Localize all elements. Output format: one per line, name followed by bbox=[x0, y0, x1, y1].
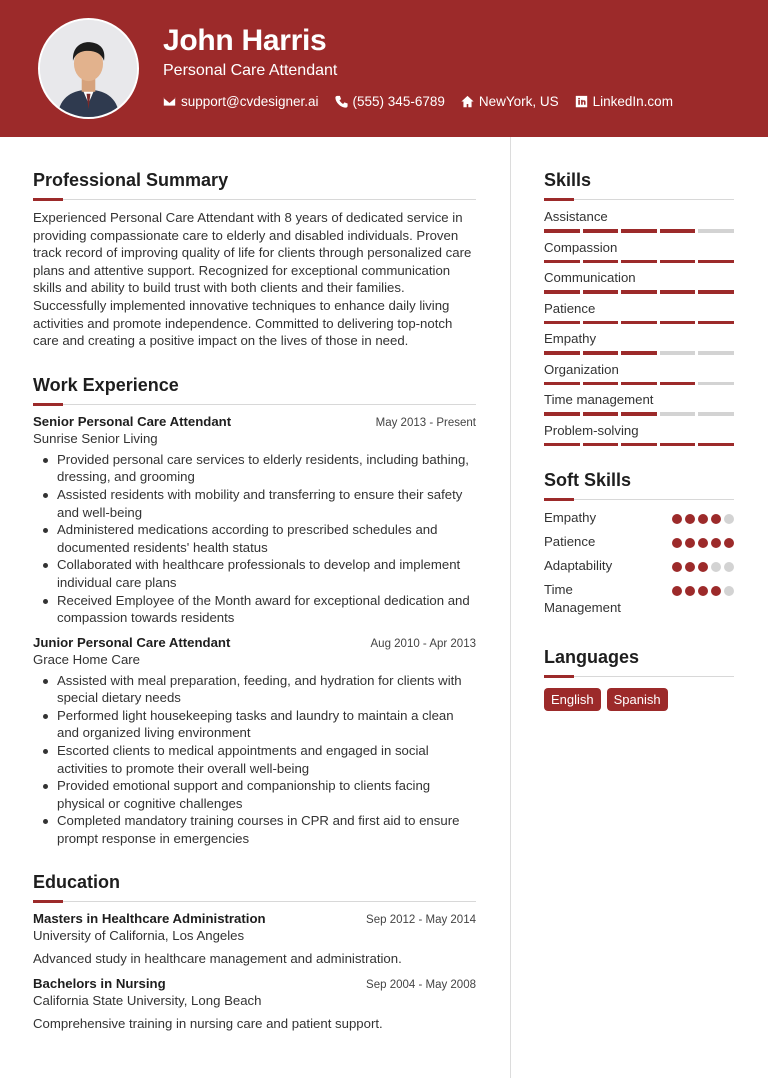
skill-name: Problem-solving bbox=[544, 422, 639, 438]
skill-level-segment bbox=[621, 351, 657, 355]
skill-level-segment bbox=[660, 229, 696, 233]
skill-level-segment bbox=[698, 382, 734, 386]
job-bullet: Provided personal care services to elderly residents, including bathing, dressing, and grooming bbox=[41, 451, 476, 486]
candidate-name: John Harris bbox=[163, 24, 327, 57]
soft-skill-rating bbox=[672, 581, 734, 596]
job-bullet: Assisted residents with mobility and transferring to ensure their safety and well-being bbox=[41, 486, 476, 521]
skill-level-segment bbox=[660, 321, 696, 325]
soft-skills-list bbox=[544, 509, 734, 617]
contact-location-text: NewYork, US bbox=[478, 94, 559, 109]
job-title: Senior Personal Care Attendant bbox=[33, 413, 232, 429]
skills-list bbox=[544, 209, 734, 446]
skill-level-segment bbox=[621, 321, 657, 325]
rating-dot bbox=[685, 586, 695, 596]
job-bullets bbox=[41, 451, 476, 627]
language-tag: English bbox=[544, 688, 601, 711]
skill-name: Organization bbox=[544, 361, 619, 377]
job-entry bbox=[33, 635, 476, 848]
rating-dot bbox=[672, 538, 682, 548]
skill-level-segment bbox=[583, 351, 619, 355]
rating-dot bbox=[698, 538, 708, 548]
skill-level-segment bbox=[583, 412, 619, 416]
profile-photo bbox=[38, 18, 139, 119]
skill-level-bar bbox=[544, 290, 734, 294]
skill-level-bar bbox=[544, 443, 734, 447]
rating-dot bbox=[711, 562, 721, 572]
soft-skill-item bbox=[544, 581, 734, 617]
column-divider bbox=[510, 137, 511, 1078]
skill-level-bar bbox=[544, 260, 734, 264]
contact-email[interactable] bbox=[163, 94, 319, 109]
phone-icon bbox=[335, 95, 348, 108]
skill-item bbox=[544, 301, 734, 325]
rating-dot bbox=[711, 586, 721, 596]
degree-title: Bachelors in Nursing bbox=[33, 975, 166, 991]
skill-level-segment bbox=[698, 351, 734, 355]
school-name: University of California, Los Angeles bbox=[33, 927, 245, 943]
soft-skills-heading: Soft Skills bbox=[544, 470, 734, 500]
contact-list bbox=[163, 94, 673, 109]
soft-skill-name: Time Management bbox=[544, 582, 621, 615]
main-column bbox=[33, 170, 476, 1038]
skill-name: Assistance bbox=[544, 209, 608, 224]
skill-level-segment bbox=[583, 443, 619, 447]
soft-skill-rating bbox=[672, 509, 734, 524]
skill-level-segment bbox=[660, 351, 696, 355]
rating-dot bbox=[672, 514, 682, 524]
skill-name: Compassion bbox=[544, 239, 618, 255]
rating-dot bbox=[672, 562, 682, 572]
job-bullet: Assisted with meal preparation, feeding, and hydration for clients with special dietary needs bbox=[41, 672, 476, 707]
school-name: California State University, Long Beach bbox=[33, 992, 262, 1008]
rating-dot bbox=[672, 586, 682, 596]
job-company: Sunrise Senior Living bbox=[33, 430, 158, 446]
rating-dot bbox=[685, 514, 695, 524]
skill-level-segment bbox=[583, 290, 619, 294]
job-bullet: Performed light housekeeping tasks and laundry to maintain a clean and organized living environment bbox=[41, 707, 476, 742]
skill-level-segment bbox=[698, 443, 734, 447]
degree-title: Masters in Healthcare Administration bbox=[33, 910, 266, 926]
skill-level-segment bbox=[660, 382, 696, 386]
rating-dot bbox=[724, 586, 734, 596]
linkedin-icon bbox=[575, 95, 588, 108]
skill-level-segment bbox=[583, 382, 619, 386]
education-date: Sep 2004 - May 2008 bbox=[366, 978, 476, 991]
contact-phone-text: (555) 345-6789 bbox=[352, 94, 445, 109]
summary-heading: Professional Summary bbox=[33, 170, 476, 200]
skill-name: Patience bbox=[544, 300, 596, 316]
skill-level-bar bbox=[544, 229, 734, 233]
job-company: Grace Home Care bbox=[33, 651, 141, 667]
language-tag: Spanish bbox=[607, 688, 668, 711]
side-column bbox=[544, 170, 734, 711]
skill-item bbox=[544, 270, 734, 294]
skill-item bbox=[544, 392, 734, 416]
skill-level-bar bbox=[544, 382, 734, 386]
rating-dot bbox=[711, 538, 721, 548]
skill-level-bar bbox=[544, 321, 734, 325]
job-entry bbox=[33, 414, 476, 627]
skill-level-segment bbox=[621, 382, 657, 386]
skill-level-segment bbox=[698, 412, 734, 416]
soft-skill-name: Patience bbox=[544, 534, 596, 549]
skill-level-segment bbox=[660, 443, 696, 447]
contact-location bbox=[461, 94, 559, 109]
education-heading: Education bbox=[33, 872, 476, 902]
skill-item bbox=[544, 240, 734, 264]
skill-level-segment bbox=[544, 382, 580, 386]
rating-dot bbox=[685, 538, 695, 548]
job-date: May 2013 - Present bbox=[375, 416, 476, 429]
mail-icon bbox=[163, 95, 176, 108]
skill-level-segment bbox=[544, 443, 580, 447]
contact-phone[interactable] bbox=[335, 94, 445, 109]
skill-level-bar bbox=[544, 351, 734, 355]
soft-skill-item bbox=[544, 533, 734, 551]
languages-heading: Languages bbox=[544, 647, 734, 677]
skill-level-segment bbox=[621, 412, 657, 416]
skills-heading: Skills bbox=[544, 170, 734, 200]
skill-level-segment bbox=[544, 260, 580, 264]
skill-level-segment bbox=[660, 260, 696, 264]
soft-skill-name: Adaptability bbox=[544, 558, 613, 573]
skill-level-bar bbox=[544, 412, 734, 416]
job-bullet: Administered medications according to prescribed schedules and documented residents' health status bbox=[41, 521, 476, 556]
skill-item bbox=[544, 209, 734, 233]
skill-item bbox=[544, 331, 734, 355]
job-bullets bbox=[41, 672, 476, 848]
skill-item bbox=[544, 362, 734, 386]
contact-linkedin[interactable] bbox=[575, 94, 673, 109]
skill-level-segment bbox=[621, 229, 657, 233]
soft-skill-name: Empathy bbox=[544, 510, 597, 525]
experience-heading: Work Experience bbox=[33, 375, 476, 405]
skill-level-segment bbox=[698, 260, 734, 264]
skill-level-segment bbox=[583, 260, 619, 264]
skill-level-segment bbox=[621, 290, 657, 294]
soft-skill-item bbox=[544, 557, 734, 575]
job-title: Junior Personal Care Attendant bbox=[33, 634, 231, 650]
skill-level-segment bbox=[698, 321, 734, 325]
rating-dot bbox=[698, 586, 708, 596]
rating-dot bbox=[698, 562, 708, 572]
rating-dot bbox=[698, 514, 708, 524]
summary-text: Experienced Personal Care Attendant with 8 years of dedicated service in providing compassionate care to elderly and disabled individuals. Proven track record of improving quality of life for clients through personalized care plans and attentive support. Recognized for exceptional communication skills and ability to build trust with both clients and their families. Successfully implemented innovative techniques to enhance daily living activities and promote independence. Committed to delivering top-notch care and creating a positive impact on the lives of those in need. bbox=[33, 210, 472, 349]
skill-level-segment bbox=[660, 412, 696, 416]
skill-level-segment bbox=[583, 229, 619, 233]
skill-level-segment bbox=[698, 290, 734, 294]
skill-level-segment bbox=[698, 229, 734, 233]
skill-level-segment bbox=[544, 351, 580, 355]
job-bullet: Collaborated with healthcare professionals to develop and implement individual care plans bbox=[41, 556, 476, 591]
skill-level-segment bbox=[544, 321, 580, 325]
job-bullet: Received Employee of the Month award for exceptional dedication and compassion towards residents bbox=[41, 592, 476, 627]
soft-skill-item bbox=[544, 509, 734, 527]
avatar-icon bbox=[40, 20, 137, 117]
education-description: Comprehensive training in nursing care and patient support. bbox=[33, 1015, 383, 1031]
education-date: Sep 2012 - May 2014 bbox=[366, 913, 476, 926]
education-description: Advanced study in healthcare management and administration. bbox=[33, 950, 402, 966]
rating-dot bbox=[724, 514, 734, 524]
skill-level-segment bbox=[544, 290, 580, 294]
languages-list bbox=[544, 688, 734, 711]
candidate-title: Personal Care Attendant bbox=[163, 62, 338, 79]
job-bullet: Completed mandatory training courses in CPR and first aid to ensure prompt response in emergencies bbox=[41, 812, 476, 847]
rating-dot bbox=[724, 538, 734, 548]
job-bullet: Escorted clients to medical appointments and engaged in social activities to promote their overall well-being bbox=[41, 742, 476, 777]
contact-linkedin-text: LinkedIn.com bbox=[592, 94, 673, 109]
contact-email-text: support@cvdesigner.ai bbox=[181, 94, 319, 109]
job-bullet: Provided emotional support and companionship to clients facing physical or cognitive challenges bbox=[41, 777, 476, 812]
soft-skill-rating bbox=[672, 557, 734, 572]
education-entry bbox=[33, 911, 476, 966]
rating-dot bbox=[711, 514, 721, 524]
skill-name: Communication bbox=[544, 270, 636, 285]
skill-name: Empathy bbox=[544, 331, 597, 346]
rating-dot bbox=[724, 562, 734, 572]
rating-dot bbox=[685, 562, 695, 572]
skill-item bbox=[544, 423, 734, 447]
skill-level-segment bbox=[621, 260, 657, 264]
skill-name: Time management bbox=[544, 392, 654, 407]
skill-level-segment bbox=[544, 412, 580, 416]
home-icon bbox=[461, 95, 474, 108]
soft-skill-rating bbox=[672, 533, 734, 548]
skill-level-segment bbox=[544, 229, 580, 233]
education-entry bbox=[33, 976, 476, 1031]
skill-level-segment bbox=[660, 290, 696, 294]
job-date: Aug 2010 - Apr 2013 bbox=[370, 637, 476, 650]
skill-level-segment bbox=[583, 321, 619, 325]
skill-level-segment bbox=[621, 443, 657, 447]
header bbox=[0, 0, 768, 137]
